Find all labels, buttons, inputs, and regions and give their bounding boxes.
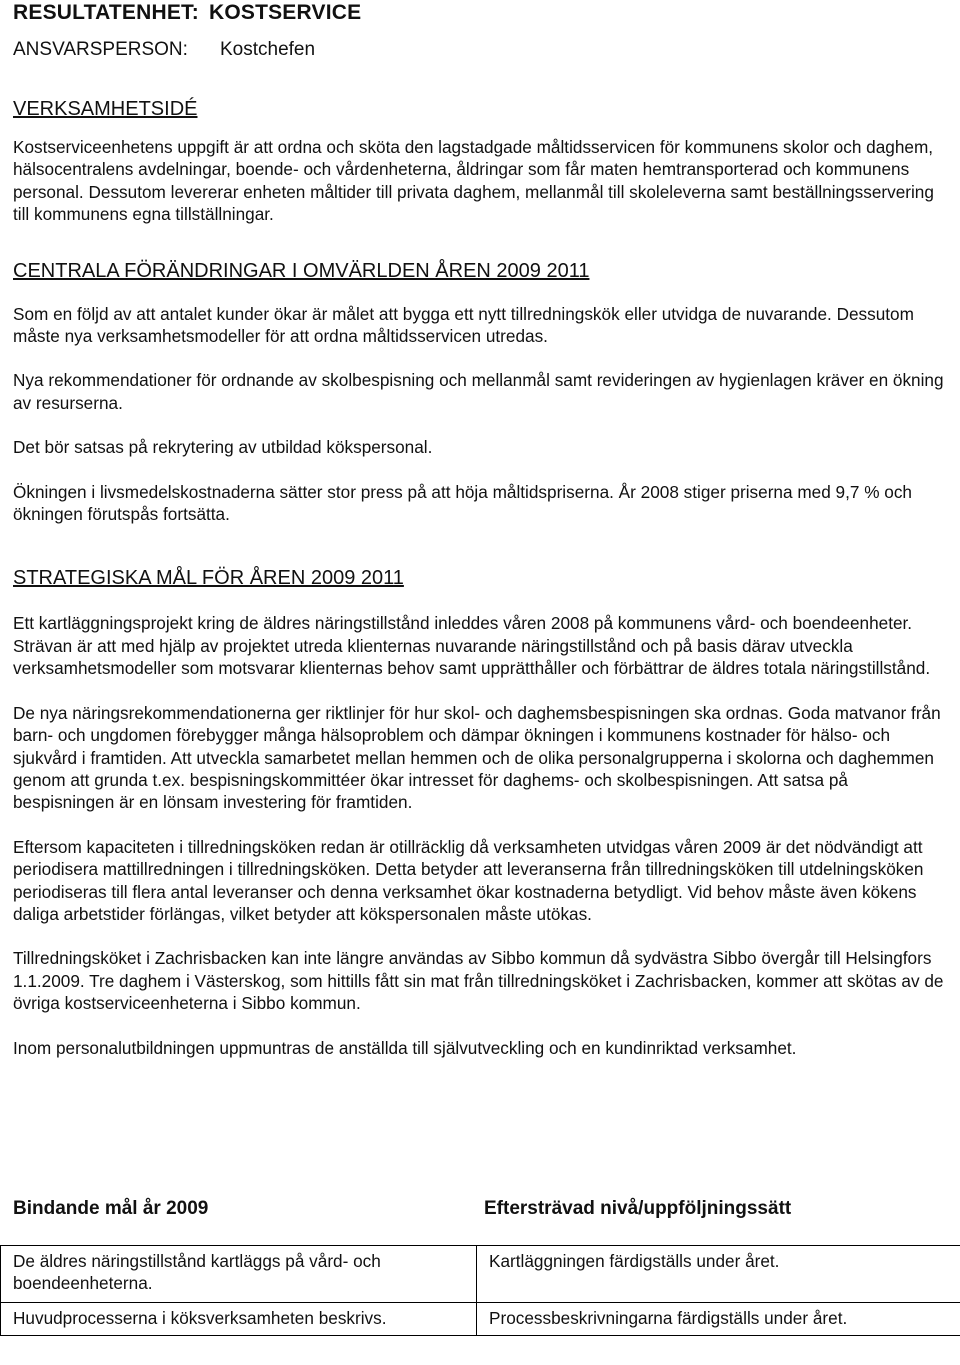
measure-cell: Kartläggningen färdigställs under året.	[477, 1246, 960, 1303]
strategy-paragraph-4: Tillredningsköket i Zachrisbacken kan inte längre användas av Sibbo kommun då sydvästra Sibbo övergår till Helsingfors 1.1.2009. Tre daghem i Västerskog, som hittills fått sin mat från tillredningsköket i Zachrisbacken, kommer att skötas av de övriga kostserviceenheterna i Sibbo kommun.	[13, 948, 944, 1014]
goal-cell: Huvudprocesserna i köksverksamheten beskrivs.	[1, 1303, 477, 1336]
result-unit-heading	[13, 0, 948, 25]
section-heading-mission: VERKSAMHETSIDÉ	[13, 98, 198, 120]
goal-cell: De äldres näringstillstånd kartläggs på vård- och boendeenheterna.	[1, 1246, 477, 1303]
goals-table	[0, 1245, 960, 1336]
responsible-person-label: ANSVARSPERSON:	[13, 39, 188, 60]
table-row	[1, 1303, 960, 1336]
changes-paragraph-4: Ökningen i livsmedelskostnaderna sätter stor press på att höja måltidspriserna. År 2008 stiger priserna med 9,7 % och ökningen förutspås fortsätta.	[13, 481, 912, 525]
strategy-paragraph-2: De nya näringsrekommendationerna ger riktlinjer för hur skol- och daghemsbespisningen ska ordnas. Goda matvanor från barn- och ungdomen förebygger många hälsoproblem och dämpar ökningen i kommunens kostnader för hälso- och sjukvård i framtiden. Att utveckla samarbetet mellan hemmen och de olika personalgrupperna i skolorna och daghemmen genom att grunda t.ex. bespisningskommittéer ökar intresset för daghems- och skolbespisningen. Att satsa på bespisningen är en lönsam investering för framtiden.	[13, 702, 941, 813]
result-unit-value: KOSTSERVICE	[208, 1, 362, 24]
responsible-person-row	[13, 39, 948, 61]
goals-column-header-target: Eftersträvad nivå/uppföljningssätt	[484, 1198, 792, 1219]
section-heading-strategic-goals: STRATEGISKA MÅL FÖR ÅREN 2009 2011	[13, 567, 404, 590]
strategy-paragraph-5: Inom personalutbildningen uppmuntras de anställda till självutveckling och en kundinriktad verksamhet.	[13, 1037, 797, 1058]
section-heading-changes: CENTRALA FÖRÄNDRINGAR I OMVÄRLDEN ÅREN 2009 2011	[13, 259, 590, 282]
result-unit-label: RESULTATENHET:	[13, 1, 199, 24]
changes-paragraph-1: Som en följd av att antalet kunder ökar är målet att bygga ett nytt tillredningskök eller utvidga de nuvarande. Dessutom måste nya verksamhetsmodeller för att ordna måltidsservicen utredas.	[13, 303, 914, 347]
changes-paragraph-2: Nya rekommendationer för ordnande av skolbespisning och mellanmål samt revideringen av hygienlagen kräver en ökning av resurserna.	[13, 370, 944, 413]
table-row	[1, 1246, 960, 1303]
strategy-paragraph-3: Eftersom kapaciteten i tillredningsköken redan är otillräcklig då verksamheten utvidgas våren 2009 är det nödvändigt att periodisera mattillredningen i tillredningsköken. Detta betyder att leveranserna från tillredningsköken till utdelningsköken periodiseras till flera antal leveranser och denna verksamhet ökar kostnaderna betydligt. Vid behov måste även kökens daliga arbetstider förlängas, vilket betyder att kökspersonalen måste utökas.	[13, 836, 924, 924]
strategy-paragraph-1: Ett kartläggningsprojekt kring de äldres näringstillstånd inleddes våren 2008 på kommunens vård- och boendeenheter. Strävan är att med hjälp av projektet utreda klienternas nuvarande näringstillstånd och på basis därav utveckla verksamhetsmodeller som motsvarar klienternas behov samt upprätthåller och förbättrar de äldres totala näringstillstånd.	[13, 613, 931, 679]
measure-cell: Processbeskrivningarna färdigställs under året.	[477, 1303, 960, 1336]
responsible-person-value: Kostchefen	[220, 39, 316, 60]
goals-column-header-binding: Bindande mål år 2009	[13, 1198, 209, 1219]
mission-paragraph: Kostserviceenhetens uppgift är att ordna och sköta den lagstadgade måltidsservicen för kommunens skolor och daghem, hälsocentralens avdelningar, boende- och vårdenheterna, åldringar som får maten hemtransporterad och kommunens personal. Dessutom levererar enheten måltider till privata daghem, mellanmål till skoleleverna samt beställningsservering till kommunens egna tillställningar.	[13, 137, 934, 225]
document-page	[13, 0, 948, 1059]
changes-paragraph-3: Det bör satsas på rekrytering av utbildad kökspersonal.	[13, 437, 433, 458]
